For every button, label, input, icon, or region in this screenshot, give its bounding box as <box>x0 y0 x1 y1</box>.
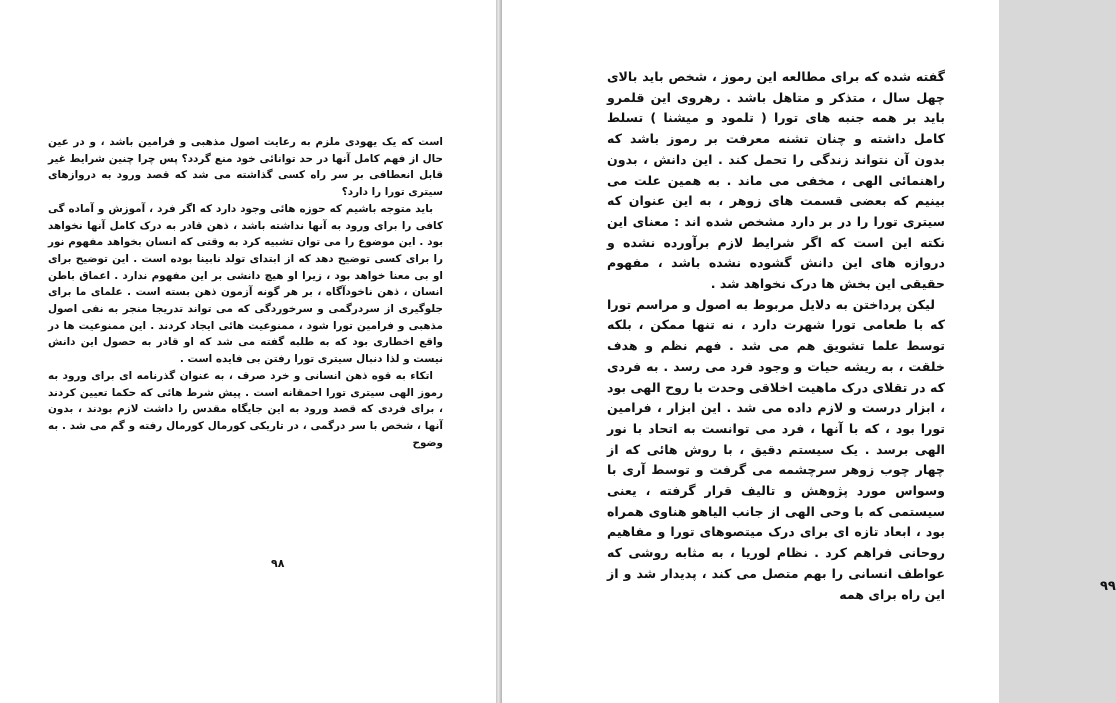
right-paragraph-2: لیکن پرداختن به دلایل مربوط به اصول و مراسم تورا که با طعامی تورا شهرت دارد ، نه تنها ممکن ، بلکه توسط علما تشویق هم می شد . فهم نظم و هدف خلقت ، به ریشه حیات و وجود فرد می رسد . به فردی که در تقلای درک ماهیت اخلاقی وحدت با روح الهی بود ، ابزار درست و لازم داده می شد . این ابزار ، فرامین تورا بود ، که با آنها ، فرد می توانست به اتحاد با نور الهی برسد . یک سیستم دقیق ، با روش هائی که از چهار چوب زوهر سرچشمه می گرفت و توسط آری با وسواس مورد پژوهش و تالیف قرار گرفته ، یعنی سیستمی که با وحی الهی از جانب الیاهو هناوی همراه بود ، ابعاد تازه ای برای درک میتصوهای تورا و مفاهیم روحانی فراهم کرد . نظام لوریا ، به مثابه روشی که عواطف انسانی را بهم متصل می کند ، پدیدار شد و از این راه برای همه <box>607 296 945 602</box>
left-page-number: ۹۸ <box>271 557 285 570</box>
right-page-number: ۹۹ <box>1100 579 1116 594</box>
right-paragraph-1: گفته شده که برای مطالعه این رموز ، شخص باید بالای چهل سال ، متذکر و متاهل باشد . رهروی این قلمرو باید بر همه جنبه های تورا ( تلمود و میشنا ) تسلط کامل داشته و چنان تشنه معرفت بر رموز باشد که بدون آن نتواند زندگی را تحمل کند . این دانش ، بدون راهنمائی الهی ، مخفی می ماند . به همین علت می بینیم که بعضی قسمت های زوهر ، به این عنوان که سیتری تورا را در بر دارد مشخص شده اند : معنای این نکته این است که اگر شرایط لازم برآورده نشده و دروازه های این دانش گشوده نشده باشد ، مفهوم حقیقی این بخش ها درک نخواهد شد . <box>607 69 945 292</box>
left-paragraph-2: باید متوجه باشیم که حوزه هائی وجود دارد که اگر فرد ، آموزش و آماده گی کافی را برای ورود به آنها نداشته باشد ، ذهن قادر به درک کامل آنها نخواهد بود . این موضوع را می توان تشبیه کرد به وقتی که انسان بخواهد مفهوم نور را برای کسی توضیح دهد که از ابتدای تولد نابینا بوده است . این توضیح برای او بی معنا خواهد بود ، زیرا او هیچ دانشی بر این مفهوم ندارد . اعماق باطن انسان ، ذهن ناخودآگاه ، بر هر گونه آزمون ذهن بسته است . علمای ما برای جلوگیری از سردرگمی و سرخوردگی که می تواند تدریجا منجر به نفی اصول مذهبی و فرامین تورا شود ، ممنوعیت هائی ایجاد کردند . این ممنوعیت ها در واقع اخطاری بود که به طلبه گفته می شد که او قادر به حصول این دانش نیست و لذا دنبال سیتری تورا رفتن بی فایده است . <box>48 202 443 366</box>
right-page-text <box>607 67 945 605</box>
page-left <box>0 0 496 703</box>
left-paragraph-3: اتکاء به قوه ذهن انسانی و خرد صرف ، به عنوان گذرنامه ای برای ورود به رموز الهی سیتری تورا احمقانه است . پیش شرط هائی که حکما تعیین کردند ، برای فردی که قصد ورود به این جایگاه مقدس را داشت لازم بودند ، بدون آنها ، شخص با سر درگمی ، در تاریکی کورمال کورمال رفته و گم می شد . به وضوح <box>48 369 443 449</box>
page-right <box>501 0 1116 703</box>
left-paragraph-1: است که یک یهودی ملزم به رعایت اصول مذهبی و فرامین باشد ، و در عین حال از فهم کامل آنها در حد توانائی خود منع گردد؟ پس چرا چنین شرایط غیر قابل انعطافی بر سر راه کسی گذاشته می شد که قصد ورود به دروازهای سیتری تورا را دارد؟ <box>48 136 443 199</box>
left-page-text <box>48 134 443 451</box>
